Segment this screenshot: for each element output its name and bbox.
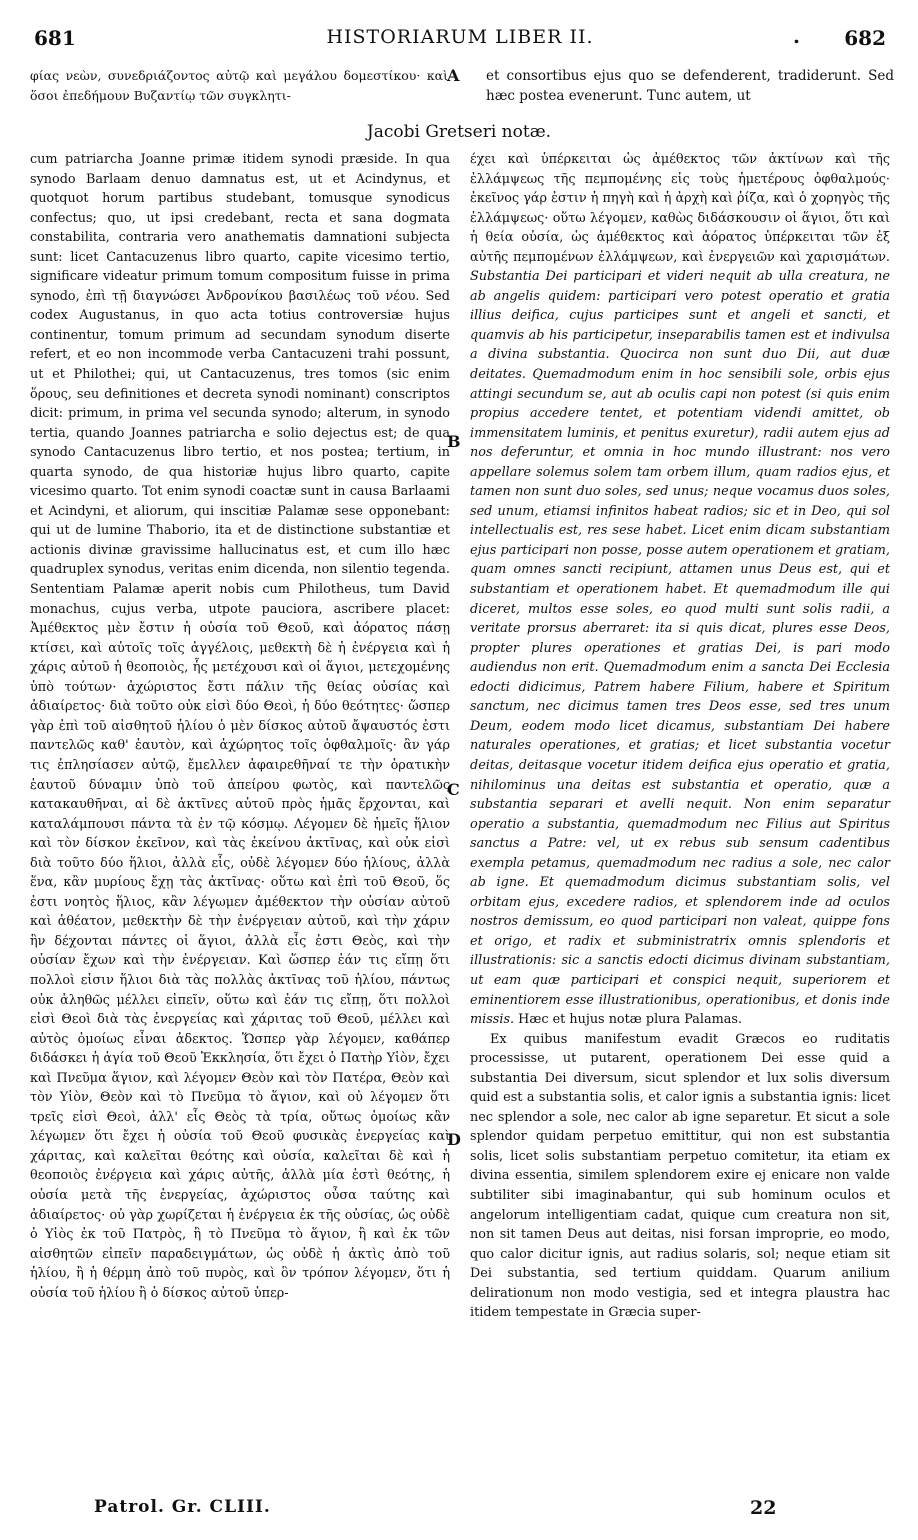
footer-signature: Patrol. Gr. CLIII. xyxy=(94,1497,271,1517)
notes-left-column xyxy=(30,150,450,1303)
running-title: HISTORIARUM LIBER II. xyxy=(326,26,594,48)
latin-translation-text: Substantia Dei participari et videri nequit ab ulla creatura, ne ab angelis quidem: participari vero potest operatio et gratia illius deifica, cujus participes sunt et angeli et sancti, et quamvis ab his participetur, inseparabilis tamen est et indivulsa a divina substantia. Quocirca non sunt duo Dii, aut duæ deitates. Quemadmodum enim in hoc sensibili sole, orbis ejus attingi secundum se, aut ab oculis capi non potest (si quis enim propius accedere tentet, et potentiam videndi amittet, ob immensitatem luminis, et penitus exuretur), radii autem ejus ad nos deferuntur, et omnia in hoc mundo illustrant: nos vero appellare solemus solem tam orbem illum, quam radios ejus, et tamen non sunt duo soles, sed unus; neque vocamus duos soles, sed unum, etiamsi infinitos habeat radios; sic et in Deo, qui sol intellectualis est, res sese habet. Licet enim dicam substantiam ejus participari non posse, posse autem operationem et gratiam, quam omnes sancti recipiunt, attamen unus Deus est, qui et substantiam et operationem habet. Et quemadmodum ille qui diceret, multos esse soles, eo quod multi sunt solis radii, a veritate prorsus aberraret: ita si quis dicat, plures esse Deos, propter plures operationes et gratias Dei, is pari modo audiendus non erit. Quemadmodum enim a sancta Dei Ecclesia edocti didicimus, Patrem habere Filium, habere et Spiritum sanctum, nec dicimus tamen tres Deos esse, sed tres unum Deum, eodem modo licet dicamus, substantiam Dei habere naturales operationes, et gratias; et licet substantia vocetur deitas, deitasque vocetur itidem deifica ejus operatio et gratia, nihilominus una deitas est substantia et operatio, quæ a substantia separari et avelli nequit. Non enim separatur operatio a substantia, quemadmodum nec Filius aut Spiritus sanctus a Patre: vel, ut ex rebus sub sensum cadentibus exempla petamus, quemadmodum nec radius a sole, nec calor ab igne. Et quemadmodum dicimus substantiam solis, vel orbitam ejus, excedere radios, et splendorem inde ad oculos nostros demissum, eo quod participari non valeat, quippe fons et origo, et radix et subministratrix omnis splendoris et illustrationis: sic a sanctis edocti dicimus divinam substantiam, ut eam quæ participari et conspici nequit, superiorem et eminentiorem esse illustrationibus, operationibus, et donis inde missis. xyxy=(470,269,890,1028)
page-number-left: 681 xyxy=(34,26,76,50)
margin-marker-a: A xyxy=(447,66,460,85)
page-footer xyxy=(30,1497,890,1523)
notes-right-column xyxy=(470,150,890,1323)
greek-quote-text: έχει καὶ ὑπέρκειται ὡς ἀμέθεκτος τῶν ἀκτίνων καὶ τῆς ἐλλάμψεως τῆς πεμπομένης εἰς τοὺς ἡμετέρους ὀφθαλμούς· ἐκεῖνος γάρ ἐστιν ἡ πηγὴ καὶ ἡ ἀρχὴ καὶ ῥίζα, καὶ ὁ χορηγὸς τῆς ἐλλάμψεως· οὕτω λέγομεν, καθὼς διδάσκουσιν οἱ ἅγιοι, ὅτι καὶ ἡ θεία οὐσία, ὡς ἀμέθεκτος καὶ ἀόρατος ὑπέρκειται τῶν ἐξ αὐτῆς πεμπομένων ἐλλάμψεων, καὶ ἐνεργειῶν καὶ χαρισμάτων. xyxy=(470,152,890,265)
intro-latin-text: et consortibus ejus quo se defenderent, tradiderunt. Sed hæc postea evenerunt. Tunc autem, ut xyxy=(486,68,894,104)
right-column-paragraph-1 xyxy=(470,150,890,1030)
page-number-right: 682 xyxy=(844,26,886,50)
left-column-text: cum patriarcha Joanne primæ itidem synodi præside. In qua synodo Barlaam denuo damnatus est, ut et Acindynus, et quotquot horum partibus studebant, tomusque synodicus confectus; quo, ut ipsi credebant, recta et sana dogmata constabilita, contraria vero anathematis damnationi subjecta sunt: licet Cantacuzenus libro quarto, capite vicesimo tertio, significare videatur primum tomum compositum fuisse in prima synodo, ἐπὶ τῇ διαγνώσει Ἀνδρονίκου βασιλέως τοῦ νέου. Sed codex Augustanus, in quo acta totius controversiæ hujus continentur, tomum primum ad secundam synodum diserte refert, et eo non incommode verba Cantacuzeni trahi possunt, ut et Philothei; qui, ut Cantacuzenus, tres tomos (sic enim ὅρους, seu definitiones et decreta synodi nominant) conscriptos dicit: primum, in prima vel secunda synodo; alterum, in synodo tertia, quando Joannes patriarcha e solio dejectus est; de qua synodo Cantacuzenus libro tertio, et nos postea; tertium, in quarta synodo, de qua historiæ hujus libro quarto, capite vicesimo quarto. Tot enim synodi coactæ sunt in causa Barlaami et Acindyni, et aliorum, qui inscitiæ Palamæ sese opponebant: qui ut de lumine Thaborio, ita et de distinctione substantiæ et actionis divinæ gravissime hallucinatus est, et cum illo hæc quadruplex synodus, veritas enim dicenda, non silentio tegenda. Sententiam Palamæ aperit nobis cum Philotheus, tum David monachus, cujus verba, utpote pauciora, ascribere placet: Ἀμέθεκτος μὲν ἔστιν ἡ οὐσία τοῦ Θεοῦ, καὶ ἀόρατος πάσῃ κτίσει, καὶ αὐτοῖς τοῖς ἀγγέλοις, μεθεκτὴ δὲ ἡ ἐνέργεια καὶ ἡ χάρις αὐτοῦ ἡ θεοποιὸς, ἧς μετέχουσι καὶ οἱ ἅγιοι, μετεχομένης ὑπὸ τούτων· ἀχώριστος ἔστι πάλιν τῆς θείας οὐσίας καὶ ἀδιαίρετος· διὰ τοῦτο οὐκ εἰσὶ δύο Θεοὶ, ἡ δύο θεότητες· ὥσπερ γὰρ ἐπὶ τοῦ αἰσθητοῦ ἡλίου ὁ μὲν δίσκος αὐτοῦ ἄψαυστός ἐστι παντελῶς καθ' ἑαυτὸν, καὶ ἀχώρητος τοῖς ὀφθαλμοῖς· ἂν γάρ τις ἐπλησίασεν αὐτῷ, ἔμελλεν ἀφαιρεθῆναί τε τὴν ὁρατικὴν ἑαυτοῦ δύναμιν ὑπὸ τοῦ ἀπείρου φωτὸς, καὶ παντελῶς κατακαυθῆναι, αἱ δὲ ἀκτῖνες αὐτοῦ πρὸς ἡμᾶς ἔρχονται, καὶ καταλάμπουσι πάντα τὰ ἐν τῷ κόσμῳ. Λέγομεν δὲ ἡμεῖς ἥλιον καὶ τὸν δίσκον ἐκεῖνον, καὶ τὰς ἐκείνου ἀκτῖνας, καὶ οὐκ εἰσὶ διὰ τοῦτο δύο ἥλιοι, ἀλλὰ εἷς, οὐδὲ λέγομεν δύο ἡλίους, ἀλλὰ ἕνα, κἂν μυρίους ἔχῃ τὰς ἀκτῖνας· οὕτω καὶ ἐπὶ τοῦ Θεοῦ, ὅς ἐστι νοητὸς ἥλιος, κἂν λέγωμεν ἀμέθεκτον τὴν οὐσίαν αὐτοῦ καὶ ἀθέατον, μεθεκτὴν δὲ τὴν ἐνέργειαν αὐτοῦ, καὶ τὴν χάριν ἣν δέχονται πάντες οἱ ἅγιοι, ἀλλὰ εἷς ἐστι Θεὸς, καὶ τὴν οὐσίαν ἔχων καὶ τὴν ἐνέργειαν. Καὶ ὥσπερ ἐάν τις εἴπῃ ὅτι πολλοὶ εἰσιν ἥλιοι διὰ τὰς πολλὰς ἀκτῖνας τοῦ ἡλίου, πάντως οὐκ ἀληθῶς μέλλει εἰπεῖν, οὕτω καὶ ἐάν τις εἴπῃ, ὅτι πολλοὶ εἰσὶ Θεοὶ διὰ τὰς ἐνεργείας καὶ χάριτας τοῦ Θεοῦ, μέλλει καὶ αὐτὸς ὁμοίως εἶναι ἀδεκτος. Ὥσπερ γὰρ λέγομεν, καθάπερ διδάσκει ἡ ἁγία τοῦ Θεοῦ Ἐκκλησία, ὅτι ἔχει ὁ Πατὴρ Υἱὸν, ἔχει καὶ Πνεῦμα ἅγιον, καὶ λέγομεν Θεὸν καὶ τὸν Πατέρα, Θεὸν καὶ τὸν Υἱὸν, Θεὸν καὶ τὸ Πνεῦμα τὸ ἅγιον, καὶ οὐ λέγομεν ὅτι τρεῖς εἰσὶ Θεοὶ, ἀλλ' εἷς Θεὸς τὰ τρία, οὕτως ὁμοίως κἂν λέγωμεν ὅτι ἔχει ἡ οὐσία τοῦ Θεοῦ φυσικὰς ἐνεργείας καὶ χάριτας, καὶ καλεῖται θεότης καὶ οὐσία, καλεῖται δὲ καὶ ἡ θεοποιὸς ἐνέργεια καὶ χάρις αὐτῆς, ἀλλὰ μία ἐστὶ θεότης, ἡ οὐσία μετὰ τῆς ἐνεργείας, ἀχώριστος οὖσα ταύτης καὶ ἀδιαίρετος· οὐ γὰρ χωρίζεται ἡ ἐνέργεια ἐκ τῆς οὐσίας, ὡς οὐδὲ ὁ Υἱὸς ἐκ τοῦ Πατρὸς, ἢ τὸ Πνεῦμα τὸ ἅγιον, ἢ καὶ ἐκ τῶν αἰσθητῶν εἰπεῖν παραδειγμάτων, ὡς οὐδὲ ἡ ἀκτὶς ἀπὸ τοῦ ἡλίου, ἢ ἡ θέρμη ἀπὸ τοῦ πυρὸς, καὶ ὃν τρόπον λέγομεν, ὅτι ἡ οὐσία τοῦ ἡλίου ἢ ὁ δίσκος αὐτοῦ ὑπερ- xyxy=(30,152,450,1301)
main-text-continuation xyxy=(30,66,894,112)
right-column-paragraph-2: Ex quibus manifestum evadit Græcos eo ruditatis processisse, ut putarent, operationem Dei esse quid a substantia Dei diversum, sicut splendor et lux solis diversum quid est a substantia solis, et calor ignis a substantia ignis: licet nec splendor a sole, nec calor ab igne separetur. Et sicut a sole splendor quidam perpetuo emittitur, qui non est substantia solis, licet solis substantiam perpetuo comitetur, ita etiam ex divina essentia, similem splendorem exire ej enicare non valde subtiliter sibi imaginabantur, qui sub hominum oculos et angelorum intelligentiam cadat, quique cum creatura non sit, non sit tamen Deus aut deitas, nisi forsan improprie, eo modo, quo calor dicitur ignis, aut radius solaris, sol; neque etiam sit Dei substantia, sed tertium quiddam. Quarum anilium delirationum non modo vestigia, sed et integra plaustra hac itidem tempestate in Græcia super- xyxy=(470,1031,890,1321)
header-dot: . xyxy=(793,24,800,48)
page-header xyxy=(30,26,890,56)
footer-sheet-number: 22 xyxy=(750,1497,777,1519)
margin-marker-d: D xyxy=(447,1130,461,1149)
latin-closing-text: Hæc et hujus notæ plura Palamas. xyxy=(514,1012,743,1028)
notes-heading: Jacobi Gretseri notæ. xyxy=(366,122,552,142)
margin-marker-b: B xyxy=(447,432,461,451)
intro-greek-text: φίας νεὼν, συνεδριάζοντος αὐτῷ καὶ μεγάλου δομεστίκου· καὶ ὅσοι ἐπεδήμουν Βυζαντίῳ τῶν συγκλητι- xyxy=(30,68,448,103)
margin-marker-c: C xyxy=(447,780,460,799)
